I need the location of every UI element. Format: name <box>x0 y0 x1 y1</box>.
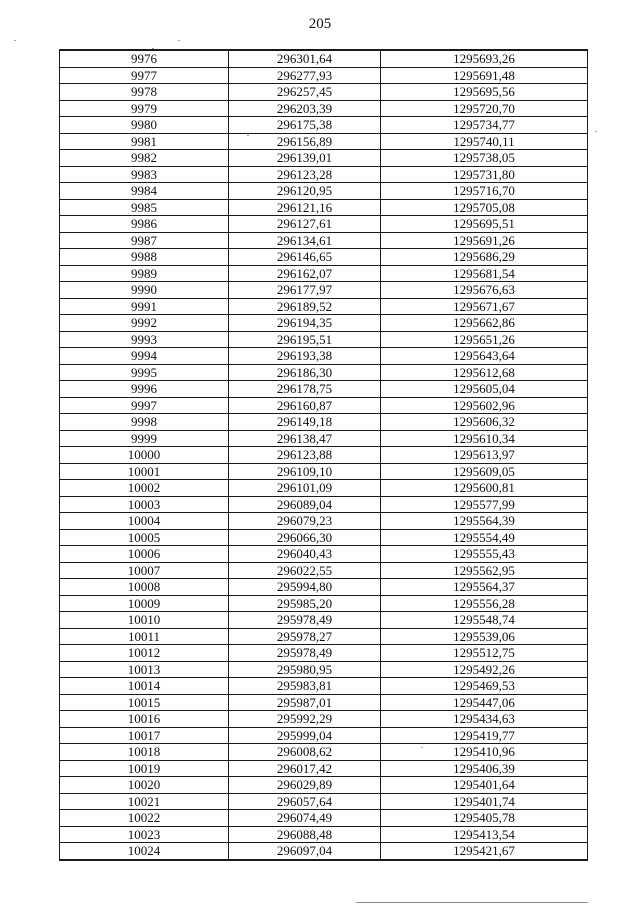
coordinate-table-body <box>60 50 588 860</box>
x-coordinate-cell: 295987,01 <box>229 694 381 711</box>
point-number-cell: 9988 <box>60 249 229 266</box>
table-row <box>60 843 588 860</box>
table-row <box>60 447 588 464</box>
y-coordinate-cell: 1295554,49 <box>381 529 588 546</box>
x-coordinate-cell: 296101,09 <box>229 480 381 497</box>
table-row <box>60 150 588 167</box>
x-coordinate-cell: 296134,61 <box>229 232 381 249</box>
x-coordinate-cell: 296057,64 <box>229 793 381 810</box>
table-row <box>60 265 588 282</box>
x-coordinate-cell: 296203,39 <box>229 100 381 117</box>
table-row <box>60 628 588 645</box>
table-row <box>60 430 588 447</box>
table-row <box>60 84 588 101</box>
y-coordinate-cell: 1295401,64 <box>381 777 588 794</box>
table-row <box>60 612 588 629</box>
x-coordinate-cell: 296277,93 <box>229 67 381 84</box>
table-row <box>60 348 588 365</box>
table-row <box>60 513 588 530</box>
y-coordinate-cell: 1295469,53 <box>381 678 588 695</box>
y-coordinate-cell: 1295419,77 <box>381 727 588 744</box>
table-row <box>60 282 588 299</box>
table-row <box>60 381 588 398</box>
point-number-cell: 9987 <box>60 232 229 249</box>
table-row <box>60 793 588 810</box>
point-number-cell: 9991 <box>60 298 229 315</box>
y-coordinate-cell: 1295562,95 <box>381 562 588 579</box>
point-number-cell: 9985 <box>60 199 229 216</box>
table-row <box>60 298 588 315</box>
table-row <box>60 166 588 183</box>
y-coordinate-cell: 1295705,08 <box>381 199 588 216</box>
point-number-cell: 9990 <box>60 282 229 299</box>
point-number-cell: 9978 <box>60 84 229 101</box>
scan-speck <box>14 40 16 41</box>
point-number-cell: 9995 <box>60 364 229 381</box>
x-coordinate-cell: 296177,97 <box>229 282 381 299</box>
x-coordinate-cell: 296138,47 <box>229 430 381 447</box>
point-number-cell: 10003 <box>60 496 229 513</box>
x-coordinate-cell: 296123,88 <box>229 447 381 464</box>
point-number-cell: 10001 <box>60 463 229 480</box>
y-coordinate-cell: 1295555,43 <box>381 546 588 563</box>
table-row <box>60 579 588 596</box>
table-row <box>60 199 588 216</box>
y-coordinate-cell: 1295612,68 <box>381 364 588 381</box>
point-number-cell: 9997 <box>60 397 229 414</box>
y-coordinate-cell: 1295564,39 <box>381 513 588 530</box>
table-row <box>60 249 588 266</box>
x-coordinate-cell: 296162,07 <box>229 265 381 282</box>
y-coordinate-cell: 1295643,64 <box>381 348 588 365</box>
x-coordinate-cell: 295978,49 <box>229 645 381 662</box>
x-coordinate-cell: 296029,89 <box>229 777 381 794</box>
x-coordinate-cell: 296017,42 <box>229 760 381 777</box>
y-coordinate-cell: 1295695,56 <box>381 84 588 101</box>
y-coordinate-cell: 1295734,77 <box>381 117 588 134</box>
point-number-cell: 10013 <box>60 661 229 678</box>
table-row <box>60 744 588 761</box>
x-coordinate-cell: 296109,10 <box>229 463 381 480</box>
y-coordinate-cell: 1295539,06 <box>381 628 588 645</box>
table-row <box>60 463 588 480</box>
y-coordinate-cell: 1295662,86 <box>381 315 588 332</box>
point-number-cell: 10011 <box>60 628 229 645</box>
x-coordinate-cell: 295978,49 <box>229 612 381 629</box>
y-coordinate-cell: 1295492,26 <box>381 661 588 678</box>
y-coordinate-cell: 1295413,54 <box>381 826 588 843</box>
y-coordinate-cell: 1295600,81 <box>381 480 588 497</box>
point-number-cell: 10008 <box>60 579 229 596</box>
table-row <box>60 546 588 563</box>
table-row <box>60 183 588 200</box>
point-number-cell: 10004 <box>60 513 229 530</box>
x-coordinate-cell: 295994,80 <box>229 579 381 596</box>
point-number-cell: 10016 <box>60 711 229 728</box>
table-row <box>60 50 588 67</box>
table-row <box>60 100 588 117</box>
y-coordinate-cell: 1295556,28 <box>381 595 588 612</box>
y-coordinate-cell: 1295421,67 <box>381 843 588 860</box>
point-number-cell: 9989 <box>60 265 229 282</box>
table-row <box>60 760 588 777</box>
table-row <box>60 397 588 414</box>
x-coordinate-cell: 296088,48 <box>229 826 381 843</box>
point-number-cell: 9993 <box>60 331 229 348</box>
point-number-cell: 10000 <box>60 447 229 464</box>
x-coordinate-cell: 296149,18 <box>229 414 381 431</box>
point-number-cell: 10020 <box>60 777 229 794</box>
y-coordinate-cell: 1295447,06 <box>381 694 588 711</box>
x-coordinate-cell: 296139,01 <box>229 150 381 167</box>
table-row <box>60 562 588 579</box>
table-row <box>60 529 588 546</box>
y-coordinate-cell: 1295693,26 <box>381 50 588 67</box>
x-coordinate-cell: 296089,04 <box>229 496 381 513</box>
table-row <box>60 364 588 381</box>
y-coordinate-cell: 1295691,48 <box>381 67 588 84</box>
table-row <box>60 645 588 662</box>
y-coordinate-cell: 1295548,74 <box>381 612 588 629</box>
table-row <box>60 331 588 348</box>
point-number-cell: 10010 <box>60 612 229 629</box>
y-coordinate-cell: 1295577,99 <box>381 496 588 513</box>
y-coordinate-cell: 1295564,37 <box>381 579 588 596</box>
point-number-cell: 9981 <box>60 133 229 150</box>
point-number-cell: 10021 <box>60 793 229 810</box>
y-coordinate-cell: 1295602,96 <box>381 397 588 414</box>
point-number-cell: 10017 <box>60 727 229 744</box>
x-coordinate-cell: 296008,62 <box>229 744 381 761</box>
table-row <box>60 810 588 827</box>
x-coordinate-cell: 295999,04 <box>229 727 381 744</box>
point-number-cell: 10022 <box>60 810 229 827</box>
table-row <box>60 67 588 84</box>
x-coordinate-cell: 296178,75 <box>229 381 381 398</box>
table-row <box>60 117 588 134</box>
table-row <box>60 595 588 612</box>
point-number-cell: 10007 <box>60 562 229 579</box>
table-row <box>60 496 588 513</box>
x-coordinate-cell: 296189,52 <box>229 298 381 315</box>
page-number: 205 <box>308 16 332 32</box>
point-number-cell: 9977 <box>60 67 229 84</box>
table-row <box>60 678 588 695</box>
x-coordinate-cell: 295983,81 <box>229 678 381 695</box>
x-coordinate-cell: 296066,30 <box>229 529 381 546</box>
y-coordinate-cell: 1295406,39 <box>381 760 588 777</box>
y-coordinate-cell: 1295681,54 <box>381 265 588 282</box>
table-row <box>60 826 588 843</box>
table-row <box>60 727 588 744</box>
point-number-cell: 9999 <box>60 430 229 447</box>
x-coordinate-cell: 296257,45 <box>229 84 381 101</box>
point-number-cell: 10002 <box>60 480 229 497</box>
y-coordinate-cell: 1295651,26 <box>381 331 588 348</box>
y-coordinate-cell: 1295609,05 <box>381 463 588 480</box>
table-row <box>60 315 588 332</box>
y-coordinate-cell: 1295610,34 <box>381 430 588 447</box>
y-coordinate-cell: 1295695,51 <box>381 216 588 233</box>
point-number-cell: 10019 <box>60 760 229 777</box>
y-coordinate-cell: 1295401,74 <box>381 793 588 810</box>
x-coordinate-cell: 296175,38 <box>229 117 381 134</box>
y-coordinate-cell: 1295613,97 <box>381 447 588 464</box>
x-coordinate-cell: 296193,38 <box>229 348 381 365</box>
x-coordinate-cell: 296079,23 <box>229 513 381 530</box>
point-number-cell: 9998 <box>60 414 229 431</box>
x-coordinate-cell: 296040,43 <box>229 546 381 563</box>
y-coordinate-cell: 1295731,80 <box>381 166 588 183</box>
point-number-cell: 10006 <box>60 546 229 563</box>
point-number-cell: 9986 <box>60 216 229 233</box>
scan-speck <box>178 40 180 41</box>
x-coordinate-cell: 296121,16 <box>229 199 381 216</box>
x-coordinate-cell: 296301,64 <box>229 50 381 67</box>
table-row <box>60 133 588 150</box>
point-number-cell: 9996 <box>60 381 229 398</box>
x-coordinate-cell: 296160,87 <box>229 397 381 414</box>
y-coordinate-cell: 1295740,11 <box>381 133 588 150</box>
point-number-cell: 9994 <box>60 348 229 365</box>
y-coordinate-cell: 1295720,70 <box>381 100 588 117</box>
point-number-cell: 10018 <box>60 744 229 761</box>
y-coordinate-cell: 1295676,63 <box>381 282 588 299</box>
point-number-cell: 10005 <box>60 529 229 546</box>
x-coordinate-cell: 296022,55 <box>229 562 381 579</box>
point-number-cell: 9980 <box>60 117 229 134</box>
x-coordinate-cell: 296156,89 <box>229 133 381 150</box>
y-coordinate-cell: 1295686,29 <box>381 249 588 266</box>
point-number-cell: 9992 <box>60 315 229 332</box>
table-row <box>60 661 588 678</box>
table-row <box>60 232 588 249</box>
y-coordinate-cell: 1295434,63 <box>381 711 588 728</box>
scan-edge-line <box>356 902 588 903</box>
scan-speck <box>595 131 597 132</box>
scan-speck <box>152 48 154 49</box>
point-number-cell: 9984 <box>60 183 229 200</box>
x-coordinate-cell: 295980,95 <box>229 661 381 678</box>
x-coordinate-cell: 296120,95 <box>229 183 381 200</box>
table-row <box>60 414 588 431</box>
y-coordinate-cell: 1295405,78 <box>381 810 588 827</box>
y-coordinate-cell: 1295512,75 <box>381 645 588 662</box>
y-coordinate-cell: 1295691,26 <box>381 232 588 249</box>
x-coordinate-cell: 296195,51 <box>229 331 381 348</box>
point-number-cell: 10012 <box>60 645 229 662</box>
y-coordinate-cell: 1295716,70 <box>381 183 588 200</box>
point-number-cell: 9979 <box>60 100 229 117</box>
x-coordinate-cell: 296123,28 <box>229 166 381 183</box>
x-coordinate-cell: 296186,30 <box>229 364 381 381</box>
point-number-cell: 10014 <box>60 678 229 695</box>
table-row <box>60 694 588 711</box>
y-coordinate-cell: 1295606,32 <box>381 414 588 431</box>
table-row <box>60 711 588 728</box>
table-row <box>60 480 588 497</box>
x-coordinate-cell: 296146,65 <box>229 249 381 266</box>
point-number-cell: 10023 <box>60 826 229 843</box>
x-coordinate-cell: 296097,04 <box>229 843 381 860</box>
point-number-cell: 9976 <box>60 50 229 67</box>
y-coordinate-cell: 1295605,04 <box>381 381 588 398</box>
y-coordinate-cell: 1295671,67 <box>381 298 588 315</box>
y-coordinate-cell: 1295738,05 <box>381 150 588 167</box>
x-coordinate-cell: 295992,29 <box>229 711 381 728</box>
coordinate-table <box>59 49 588 861</box>
point-number-cell: 10015 <box>60 694 229 711</box>
x-coordinate-cell: 296194,35 <box>229 315 381 332</box>
y-coordinate-cell: 1295410,96 <box>381 744 588 761</box>
point-number-cell: 9983 <box>60 166 229 183</box>
x-coordinate-cell: 296127,61 <box>229 216 381 233</box>
x-coordinate-cell: 295978,27 <box>229 628 381 645</box>
x-coordinate-cell: 295985,20 <box>229 595 381 612</box>
table-row <box>60 216 588 233</box>
scan-speck <box>421 747 423 748</box>
x-coordinate-cell: 296074,49 <box>229 810 381 827</box>
table-row <box>60 777 588 794</box>
point-number-cell: 9982 <box>60 150 229 167</box>
scan-speck <box>247 135 249 136</box>
point-number-cell: 10024 <box>60 843 229 860</box>
point-number-cell: 10009 <box>60 595 229 612</box>
